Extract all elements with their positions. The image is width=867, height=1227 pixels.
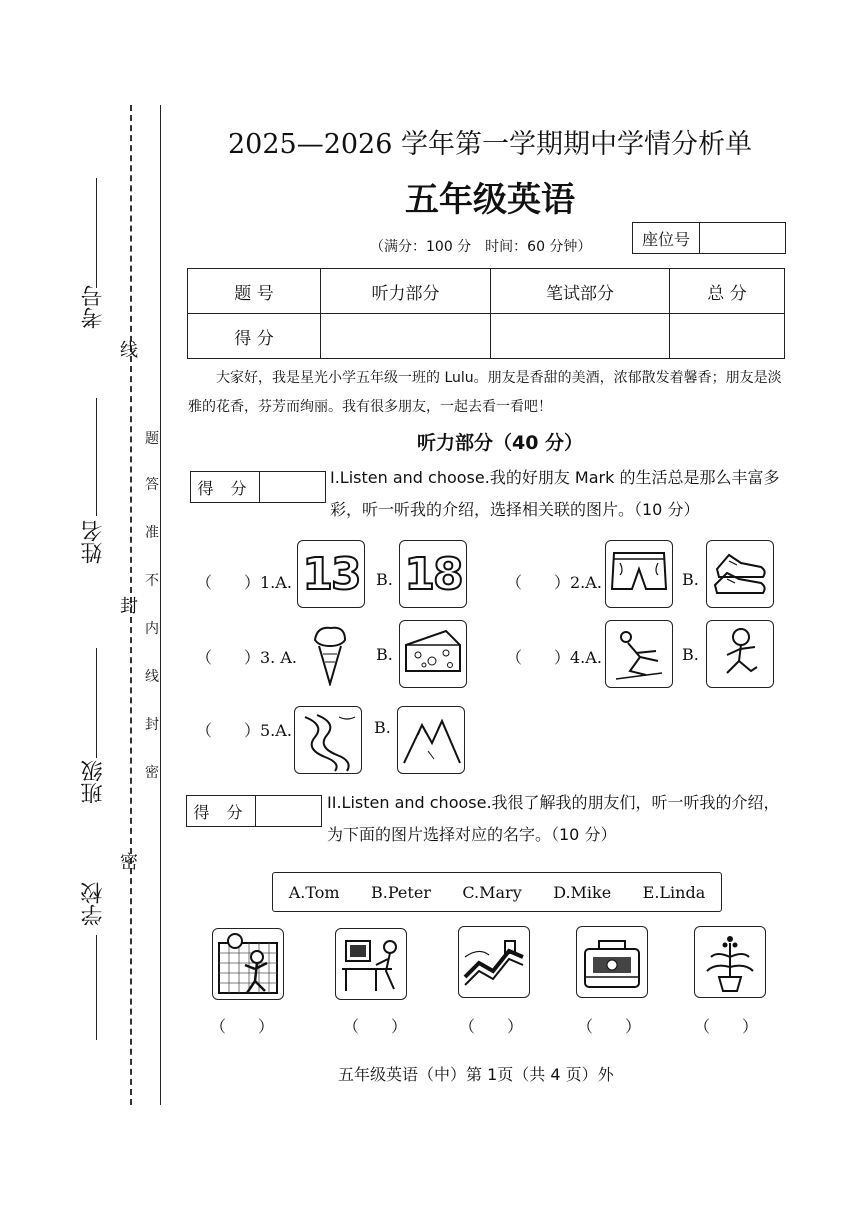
- score-box-field[interactable]: [260, 472, 325, 502]
- score-table-header: 题 号: [188, 269, 321, 314]
- q4-option-a-stretching[interactable]: [605, 620, 673, 688]
- q5-option-b-label: B.: [374, 718, 391, 737]
- cheese-icon: [400, 621, 466, 687]
- score-cell[interactable]: [491, 314, 670, 359]
- score-cell[interactable]: [321, 314, 491, 359]
- camera-bag-icon: [577, 927, 647, 997]
- q2-option-b-label: B.: [682, 570, 699, 589]
- name-options-box: [272, 872, 722, 912]
- warning-char: 答: [145, 477, 159, 493]
- class-line: [96, 648, 97, 758]
- pic-soccer-goalkeeper[interactable]: [212, 928, 284, 1000]
- answer-blank[interactable]: （ ）: [210, 1017, 275, 1036]
- intro-paragraph: 大家好，我是星光小学五年级一班的 Lulu。朋友是香甜的美酒，浓郁散发着馨香；朋友是淡雅的花香，芬芳而绚丽。我有很多朋友，一起去看一看吧！: [188, 370, 782, 415]
- score-table-header: 笔试部分: [491, 269, 670, 314]
- part2-score-box: [186, 795, 322, 827]
- q1-option-a-number-13[interactable]: [297, 540, 365, 608]
- seat-number-field[interactable]: [700, 223, 785, 253]
- great-wall-icon: [459, 927, 529, 997]
- warning-char: 内: [145, 621, 159, 637]
- section-heading: 听力部分（40 分）: [416, 432, 584, 454]
- score-box-field[interactable]: [256, 796, 321, 826]
- score-cell[interactable]: [670, 314, 785, 359]
- seal-char-line: 线: [120, 340, 138, 361]
- q5-option-a-river[interactable]: [294, 706, 362, 774]
- seat-number-box: [632, 222, 786, 254]
- page-footer: 五年级英语（中）第 1页（共 4 页）外: [338, 1065, 614, 1084]
- exam-number-line: [96, 178, 97, 288]
- running-boy-icon: [707, 621, 773, 687]
- pic-computer[interactable]: [335, 928, 407, 1000]
- exam-meta: （满分：100 分 时间：60 分钟）: [370, 239, 592, 255]
- answer-blank[interactable]: （ ）: [343, 1017, 408, 1036]
- name-label: 姓名: [81, 520, 106, 564]
- q2-option-a-shorts[interactable]: [605, 540, 673, 608]
- q4-number: （ ）4.A.: [506, 648, 602, 667]
- warning-char: 线: [145, 669, 159, 685]
- stretching-person-icon: [606, 621, 672, 687]
- binding-solid-line: [160, 105, 161, 1105]
- seal-char-secret: 密: [120, 852, 138, 873]
- score-table-header: 总 分: [670, 269, 785, 314]
- q3-option-a-ice-cream[interactable]: [297, 620, 363, 686]
- q5-number: （ ）5.A.: [196, 721, 292, 740]
- mountains-icon: [398, 707, 464, 773]
- class-label: 班级: [81, 760, 106, 804]
- q4-option-b-label: B.: [682, 645, 699, 664]
- answer-blank[interactable]: （ ）: [577, 1017, 642, 1036]
- school-label: 学校: [81, 882, 106, 926]
- pic-great-wall[interactable]: [458, 926, 530, 998]
- shorts-icon: [606, 541, 672, 607]
- score-table: [187, 268, 785, 359]
- name-option: A.Tom: [288, 882, 340, 902]
- school-line: [96, 935, 97, 1040]
- computer-desk-icon: [336, 929, 406, 999]
- name-line: [96, 398, 97, 516]
- q3-number: （ ）3. A.: [196, 648, 297, 667]
- q1-option-b-number-18[interactable]: [399, 540, 467, 608]
- name-option: E.Linda: [642, 882, 706, 902]
- potted-plant-icon: [695, 927, 765, 997]
- q2-number: （ ）2.A.: [506, 573, 602, 592]
- exam-title: 2025—2026 学年第一学期期中学情分析单: [227, 129, 752, 160]
- warning-char: 题: [145, 431, 159, 447]
- pic-camera-bag[interactable]: [576, 926, 648, 998]
- number-13-text: 13: [302, 548, 360, 600]
- part2-instructions: [327, 787, 797, 851]
- seat-number-label: 座位号: [633, 223, 700, 253]
- part1-score-box: [190, 471, 326, 503]
- q3-option-b-cheese[interactable]: [399, 620, 467, 688]
- q1-option-b-label: B.: [376, 570, 393, 589]
- part1-line2: 彩，听一听我的介绍，选择相关联的图片。（10 分）: [330, 500, 700, 519]
- part2-line1: II.Listen and choose.我很了解我的朋友们，听一听我的介绍，: [327, 793, 780, 812]
- warning-char: 密: [145, 765, 159, 781]
- score-box-label: 得 分: [191, 472, 260, 502]
- score-table-header: 听力部分: [321, 269, 491, 314]
- part1-line1: I.Listen and choose.我的好朋友 Mark 的生活总是那么丰富多: [330, 468, 780, 487]
- answer-blank[interactable]: （ ）: [694, 1017, 759, 1036]
- exam-subtitle: 五年级英语: [405, 180, 575, 220]
- exam-number-label: 考号: [81, 285, 106, 329]
- warning-char: 准: [145, 525, 159, 541]
- name-option: C.Mary: [462, 882, 522, 902]
- part2-line2: 为下面的图片选择对应的名字。（10 分）: [327, 825, 617, 844]
- q2-option-b-sneakers[interactable]: [706, 540, 774, 608]
- q5-option-b-mountains[interactable]: [397, 706, 465, 774]
- q1-number: （ ）1.A.: [196, 573, 292, 592]
- soccer-goal-icon: [213, 929, 283, 999]
- seal-char-seal: 封: [120, 596, 138, 617]
- answer-blank[interactable]: （ ）: [459, 1017, 524, 1036]
- q4-option-b-running-boy[interactable]: [706, 620, 774, 688]
- sneakers-icon: [707, 541, 773, 607]
- warning-char: 不: [145, 573, 159, 589]
- pic-potted-plant[interactable]: [694, 926, 766, 998]
- warning-char: 封: [145, 717, 159, 733]
- q3-option-b-label: B.: [376, 645, 393, 664]
- part1-instructions: [330, 462, 790, 526]
- ice-cream-icon: [297, 620, 363, 686]
- name-option: D.Mike: [553, 882, 612, 902]
- score-box-label: 得 分: [187, 796, 256, 826]
- name-option: B.Peter: [371, 882, 431, 902]
- river-icon: [295, 707, 361, 773]
- score-table-row-label: 得 分: [188, 314, 321, 359]
- number-18-text: 18: [404, 548, 462, 600]
